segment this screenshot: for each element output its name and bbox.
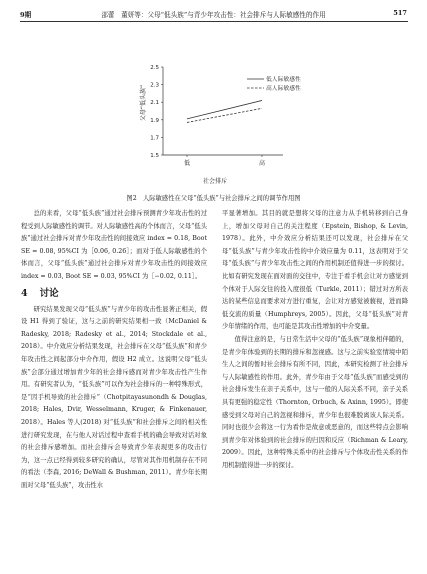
y-tick-label: 1.7 — [150, 135, 159, 142]
page-number: 517 — [393, 9, 407, 17]
series-line — [187, 108, 262, 122]
y-axis-label: 父母“低头族” — [140, 84, 147, 122]
chart-lines — [187, 100, 262, 122]
issue-number: 9期 — [20, 11, 32, 19]
right-column — [222, 208, 408, 472]
figure-caption: 图2 人际敏感性在父母“低头族”与社会排斥之间的调节作用图 — [126, 195, 301, 202]
chart-axes — [163, 67, 283, 155]
section-heading — [21, 287, 207, 301]
legend-label: 高人际敏感性 — [266, 86, 301, 92]
y-tick-label: 2.5 — [150, 65, 159, 71]
section-title: 讨论 — [39, 287, 59, 299]
series-line — [187, 100, 262, 118]
chart-ticks — [150, 65, 265, 167]
legend-label: 低人际敏感性 — [266, 77, 301, 83]
paragraph: 总的来看，父母“低头族”通过社会排斥预测青少年攻击性的过程受到人际敏感性的调节。对人际敏感性高的个体而言，父母“低头族”通过社会排斥对青少年攻击性的间接效应 index = 0.18, Boot SE = 0.08, 95%CI 为［0.06, 0.26］；而对于低人际敏感性的个体而言，父母“低头族”通过社会排斥对青少年攻击性的间接效应 index = 0.03, Boot SE = 0.03, 95%CI 为［−0.02, 0.11］。 — [21, 210, 207, 280]
y-tick-label: 1.9 — [150, 117, 159, 124]
y-tick-label: 1.5 — [150, 153, 159, 159]
x-tick-label: 低 — [183, 160, 191, 167]
chart-legend — [247, 75, 301, 92]
paragraph: 研究结果发现父母“低头族”与青少年的攻击性显著正相关，假设 H1 得到了验证，这与之前的研究结果相一致（McDaniel & Radesky, 2018; Radesky et al., 2014; Stockdale et al., 2018）。中介效应分析结果发现，社会排斥在父母“低头族”和青少年攻击性之间起部分中介作用，假设 H2 成立。这说明父母“低头族”会部分通过增加青少年的社会排斥感而对青少年攻击性产生作用。有研究者认为，“低头族”可以作为社会排斥的一种特殊形式，是“因手机导致的社会排斥”（Chotpitayasunondh & Douglas, 2018; Hales, Dvir, Wesselmann, Kruger, & Finkenauer, 2018）。Hales 等人(2018) 对“低头族”和社会排斥之间的相关性进行研究发现，在与他人对话过程中查看手机的确会导致对话对象的社会排斥感增加。而社会排斥会导致青少年表现更多的攻击行为，这一点已经得到较多研究的确认，尽管对其作用机制存在不同的看法（李森, 2016; DeWall & Bushman, 2011）。青少年长期面对父母“低头族”，攻击性水 — [21, 305, 207, 489]
interaction-chart — [0, 0, 427, 200]
paragraph: 值得注意的是，与日常生活中父母的“低头族”现象相伴随的，是青少年体验到的长期的排斥和忽视感。这与之前实验室情境中陌生人之间的暂时社会排斥有所不同，因此，本研究检测了社会排斥与人际敏感性的作用。此外，青少年由于父母“低头族”而感受到的社会排斥发生在亲子关系中，这与一般的人际关系不同，亲子关系具有更强的稳定性（Thornton, Orbuch, & Axinn, 1995）。即使感受到父母对自己的忽视和排斥，青少年也很难脱离该人际关系。同时也很少会将这一行为看作是故意或恶意的，而这些特点会影响到青少年对体验到的社会排斥的归因和反应（Richman & Leary, 2009）。因此，这种特殊关系中的社会排斥与个体攻击性关系的作用机制值得进一步的探讨。 — [222, 335, 408, 469]
x-tick-label: 高 — [258, 160, 266, 167]
x-axis-label: 社会排斥 — [202, 178, 228, 185]
y-tick-label: 2.1 — [150, 100, 159, 107]
section-number: 4 — [21, 287, 28, 299]
y-tick-label: 2.3 — [150, 82, 159, 89]
paragraph-continued: 平显著增加。其目的就是想将父母的注意力从手机转移到自己身上，增加父母对自己的关注程度（Epstein, Bishop, & Levin, 1978）。此外，中介效应分析结果还可以发现，社会排斥在父母“低头族”与青少年攻击性的中介效应量为 0.11，这表明对于父母“低头族”与青少年攻击性之间的作用机制还值得进一步的探讨。比如有研究发现在面对面的交往中，专注于看手机会让对方感觉到个体对于人际交往的投入度很低（Turkle, 2011）；错过对方所表达的某些信息而要求对方进行重复，会让对方感觉被藐视，进而降低交流的质量（Humphreys, 2005）。因此，父母“低头族”对青少年情绪的作用，也可能是其攻击性增加的中介变量。 — [222, 210, 408, 331]
running-title: 邵蕾 董妍等：父母“低头族”与青少年攻击性：社会排斥与人际敏感性的作用 — [101, 11, 326, 19]
left-column — [21, 208, 207, 492]
